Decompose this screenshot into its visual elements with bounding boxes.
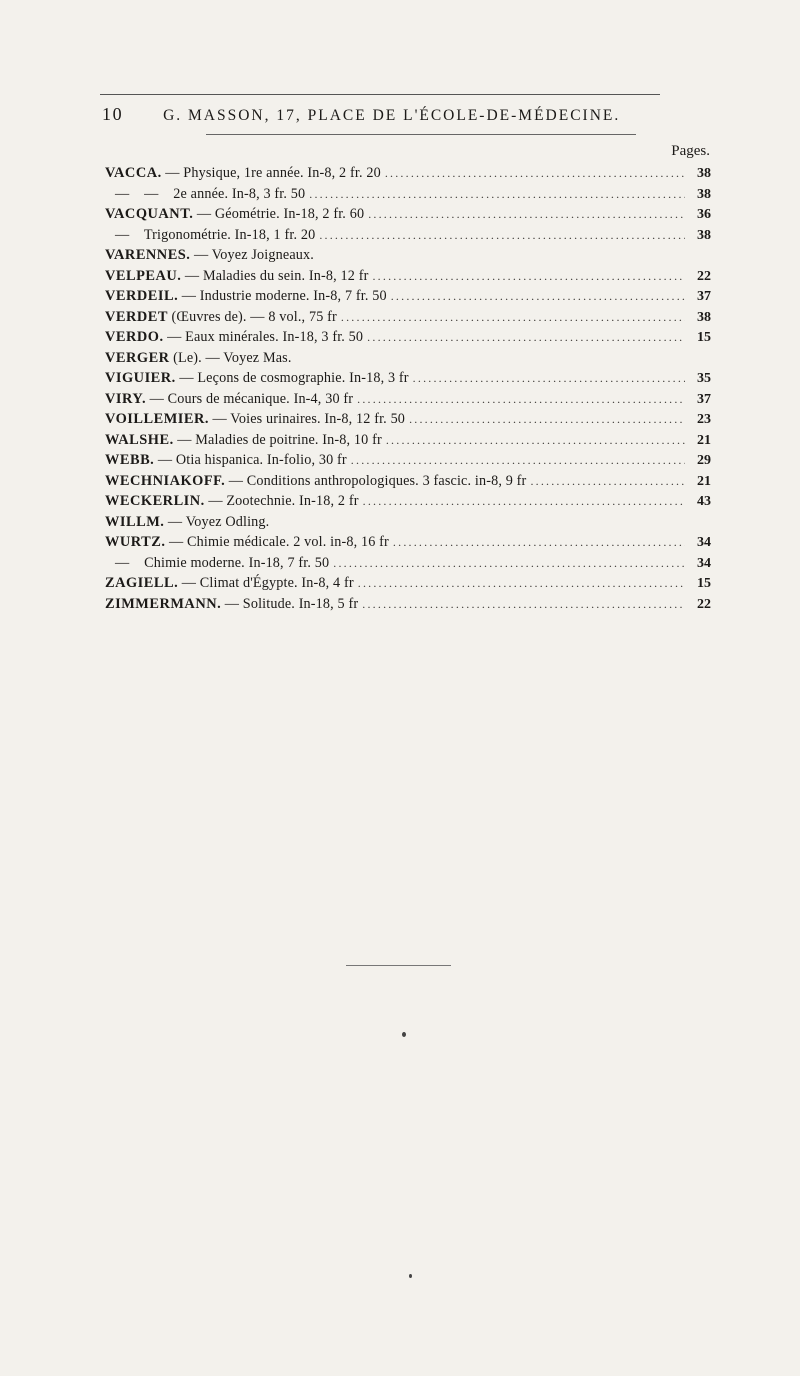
entry-page-number: 23 <box>697 412 711 427</box>
catalog-entry <box>105 573 711 594</box>
page-number: 10 <box>102 104 124 124</box>
catalog-entry <box>105 553 711 574</box>
entry-author: ZAGIELL. <box>105 575 179 591</box>
entry-author: VOILLEMIER. <box>105 411 209 427</box>
entry-author: VARENNES. <box>105 247 191 263</box>
entry-description: — Eaux minérales. In-18, 3 fr. 50 <box>167 329 364 345</box>
pages-column-label: Pages. <box>671 143 710 159</box>
catalog-entry <box>105 430 711 451</box>
entry-author: VERGER <box>105 349 170 366</box>
dot-leader <box>357 389 685 410</box>
catalog-entry <box>105 163 711 184</box>
end-rule <box>346 965 451 966</box>
entry-author: VIGUIER. <box>105 370 176 386</box>
dot-leader <box>358 573 685 594</box>
dot-leader <box>386 430 685 451</box>
entry-description: — Zootechnie. In-18, 2 fr <box>208 493 359 509</box>
entry-description: — Voyez Odling. <box>167 513 270 530</box>
entry-page-number: 43 <box>697 494 711 509</box>
entry-page-number: 21 <box>697 432 711 448</box>
ink-speck <box>409 1274 412 1278</box>
entry-description: — Leçons de cosmographie. In-18, 3 fr <box>179 370 409 386</box>
entry-page-number: 34 <box>697 555 711 571</box>
entry-page-number: 15 <box>697 576 711 591</box>
entry-page-number: 37 <box>697 289 711 304</box>
header-top-rule <box>100 94 660 95</box>
catalog-entry <box>105 532 711 553</box>
entry-description: — Voies urinaires. In-8, 12 fr. 50 <box>212 411 406 427</box>
dot-leader <box>341 307 685 328</box>
entry-page-number: 38 <box>697 227 711 243</box>
entry-description: — Solitude. In-18, 5 fr <box>224 595 359 612</box>
entry-page-number: 22 <box>697 268 711 284</box>
entry-description: — Voyez Joigneaux. <box>193 247 314 263</box>
dot-leader <box>309 184 685 205</box>
entry-page-number: 21 <box>697 473 711 489</box>
header-bottom-rule <box>206 134 636 135</box>
entry-author: WALSHE. <box>105 431 174 448</box>
catalog-entry <box>105 409 711 430</box>
entry-description: — Cours de mécanique. In-4, 30 fr <box>149 390 354 407</box>
catalog-entry <box>105 204 711 225</box>
catalog-entry <box>105 491 711 512</box>
entry-page-number: 34 <box>697 535 711 550</box>
entry-page-number: 22 <box>697 596 711 612</box>
catalog-entry <box>105 225 711 246</box>
dot-leader <box>393 532 685 553</box>
catalog-entry <box>105 368 711 389</box>
dot-leader <box>391 286 685 307</box>
catalog-entry-list <box>105 163 711 614</box>
ink-speck <box>402 1032 406 1037</box>
dot-leader <box>530 471 685 492</box>
entry-author: WECHNIAKOFF. <box>105 472 226 489</box>
entry-description: (Œuvres de). — 8 vol., 75 fr <box>171 308 337 325</box>
entry-author: VELPEAU. <box>105 267 182 284</box>
dot-leader <box>362 594 685 615</box>
entry-description: — Otia hispanica. In-folio, 30 fr <box>157 452 347 468</box>
catalog-entry <box>105 471 711 492</box>
catalog-entry <box>105 389 711 410</box>
catalog-entry <box>105 184 711 205</box>
dot-leader <box>368 204 685 225</box>
entry-page-number: 38 <box>697 166 711 181</box>
dot-leader <box>385 163 685 184</box>
entry-author: ZIMMERMANN. <box>105 595 222 612</box>
entry-description: — Chimie moderne. In-18, 7 fr. 50 <box>115 554 330 571</box>
entry-description: (Le). — Voyez Mas. <box>173 349 292 366</box>
entry-description: — Géométrie. In-18, 2 fr. 60 <box>196 206 365 222</box>
catalog-entry <box>105 450 711 471</box>
entry-description: — — 2e année. In-8, 3 fr. 50 <box>115 185 306 202</box>
entry-author: WURTZ. <box>105 534 166 550</box>
entry-page-number: 36 <box>697 207 711 222</box>
entry-page-number: 38 <box>697 309 711 325</box>
entry-description: — Trigonométrie. In-18, 1 fr. 20 <box>115 226 316 243</box>
dot-leader <box>319 225 685 246</box>
catalog-entry <box>105 307 711 328</box>
entry-description: — Physique, 1re année. In-8, 2 fr. 20 <box>165 165 381 181</box>
publisher-address: G. MASSON, 17, PLACE DE L'ÉCOLE-DE-MÉDECINE. <box>163 107 621 124</box>
entry-page-number: 29 <box>697 453 711 468</box>
entry-description: — Maladies du sein. In-8, 12 fr <box>184 267 369 284</box>
entry-page-number: 38 <box>697 186 711 202</box>
page-header <box>102 104 672 125</box>
entry-page-number: 15 <box>697 330 711 345</box>
catalog-entry <box>105 286 711 307</box>
entry-description: — Maladies de poitrine. In-8, 10 fr <box>177 431 382 448</box>
entry-description: — Industrie moderne. In-8, 7 fr. 50 <box>181 288 387 304</box>
dot-leader <box>351 450 685 471</box>
catalog-entry <box>105 327 711 348</box>
catalog-entry <box>105 512 711 533</box>
entry-author: VERDEIL. <box>105 288 179 304</box>
entry-author: VERDO. <box>105 329 164 345</box>
entry-description: — Conditions anthropologiques. 3 fascic. in-8, 9 fr <box>228 472 527 489</box>
entry-description: — Climat d'Égypte. In-8, 4 fr <box>181 575 354 591</box>
dot-leader <box>413 368 685 389</box>
dot-leader <box>372 266 685 287</box>
entry-author: WILLM. <box>105 513 165 530</box>
entry-author: WECKERLIN. <box>105 493 205 509</box>
entry-author: VERDET <box>105 308 168 325</box>
entry-author: VACQUANT. <box>105 206 194 222</box>
catalog-entry <box>105 594 711 615</box>
dot-leader <box>367 327 685 348</box>
entry-author: WEBB. <box>105 452 155 468</box>
entry-page-number: 35 <box>697 371 711 386</box>
dot-leader <box>363 491 685 512</box>
entry-author: VIRY. <box>105 390 147 407</box>
catalog-entry <box>105 245 711 266</box>
dot-leader <box>333 553 685 574</box>
entry-description: — Chimie médicale. 2 vol. in-8, 16 fr <box>169 534 389 550</box>
dot-leader <box>409 409 685 430</box>
entry-page-number: 37 <box>697 391 711 407</box>
entry-author: VACCA. <box>105 165 162 181</box>
catalog-entry <box>105 348 711 369</box>
catalog-entry <box>105 266 711 287</box>
